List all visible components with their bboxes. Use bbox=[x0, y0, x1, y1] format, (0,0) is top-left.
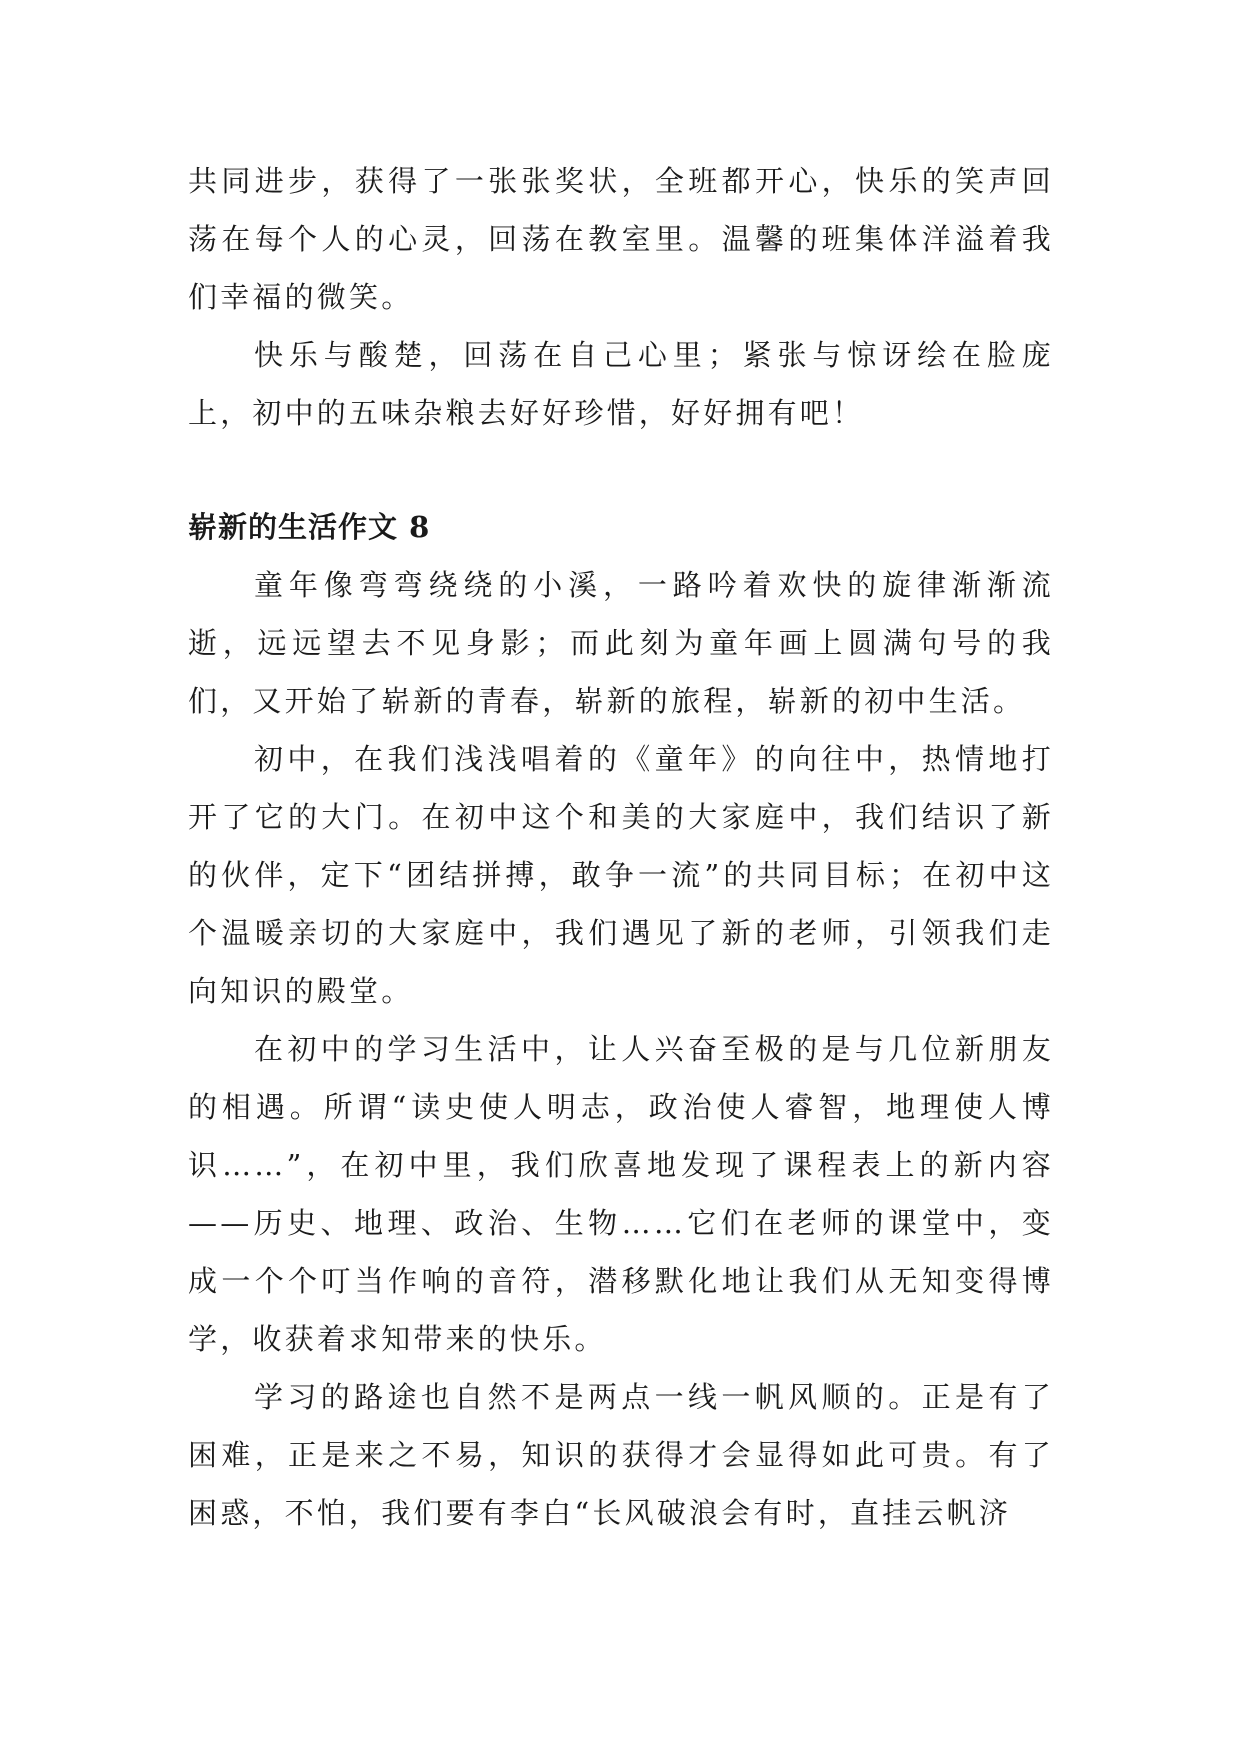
paragraph: 童年像弯弯绕绕的小溪，一路吟着欢快的旋律渐渐流逝，远远望去不见身影；而此刻为童年画上圆满句号的我们，又开始了崭新的青春，崭新的旅程，崭新的初中生活。 bbox=[188, 568, 1054, 718]
document-page bbox=[188, 152, 1054, 1542]
paragraph: 在初中的学习生活中，让人兴奋至极的是与几位新朋友的相遇。所谓“读史使人明志，政治使人睿智，地理使人博识……”，在初中里，我们欣喜地发现了课程表上的新内容——历史、地理、政治、生物……它们在老师的课堂中，变成一个个叮当作响的音符，潜移默化地让我们从无知变得博学，收获着求知带来的快乐。 bbox=[188, 1032, 1054, 1356]
paragraph: 初中，在我们浅浅唱着的《童年》的向往中，热情地打开了它的大门。在初中这个和美的大家庭中，我们结识了新的伙伴，定下“团结拼搏，敢争一流”的共同目标；在初中这个温暖亲切的大家庭中，我们遇见了新的老师，引领我们走向知识的殿堂。 bbox=[188, 742, 1054, 1008]
section-title: 崭新的生活作文 8 bbox=[188, 510, 431, 544]
paragraph: 快乐与酸楚，回荡在自己心里；紧张与惊讶绘在脸庞上，初中的五味杂粮去好好珍惜，好好拥有吧！ bbox=[188, 338, 1054, 430]
paragraph: 学习的路途也自然不是两点一线一帆风顺的。正是有了困难，正是来之不易，知识的获得才会显得如此可贵。有了困惑，不怕，我们要有李白“长风破浪会有时，直挂云帆济 bbox=[188, 1380, 1054, 1530]
paragraph-continued: 共同进步，获得了一张张奖状，全班都开心，快乐的笑声回荡在每个人的心灵，回荡在教室里。温馨的班集体洋溢着我们幸福的微笑。 bbox=[188, 164, 1054, 314]
